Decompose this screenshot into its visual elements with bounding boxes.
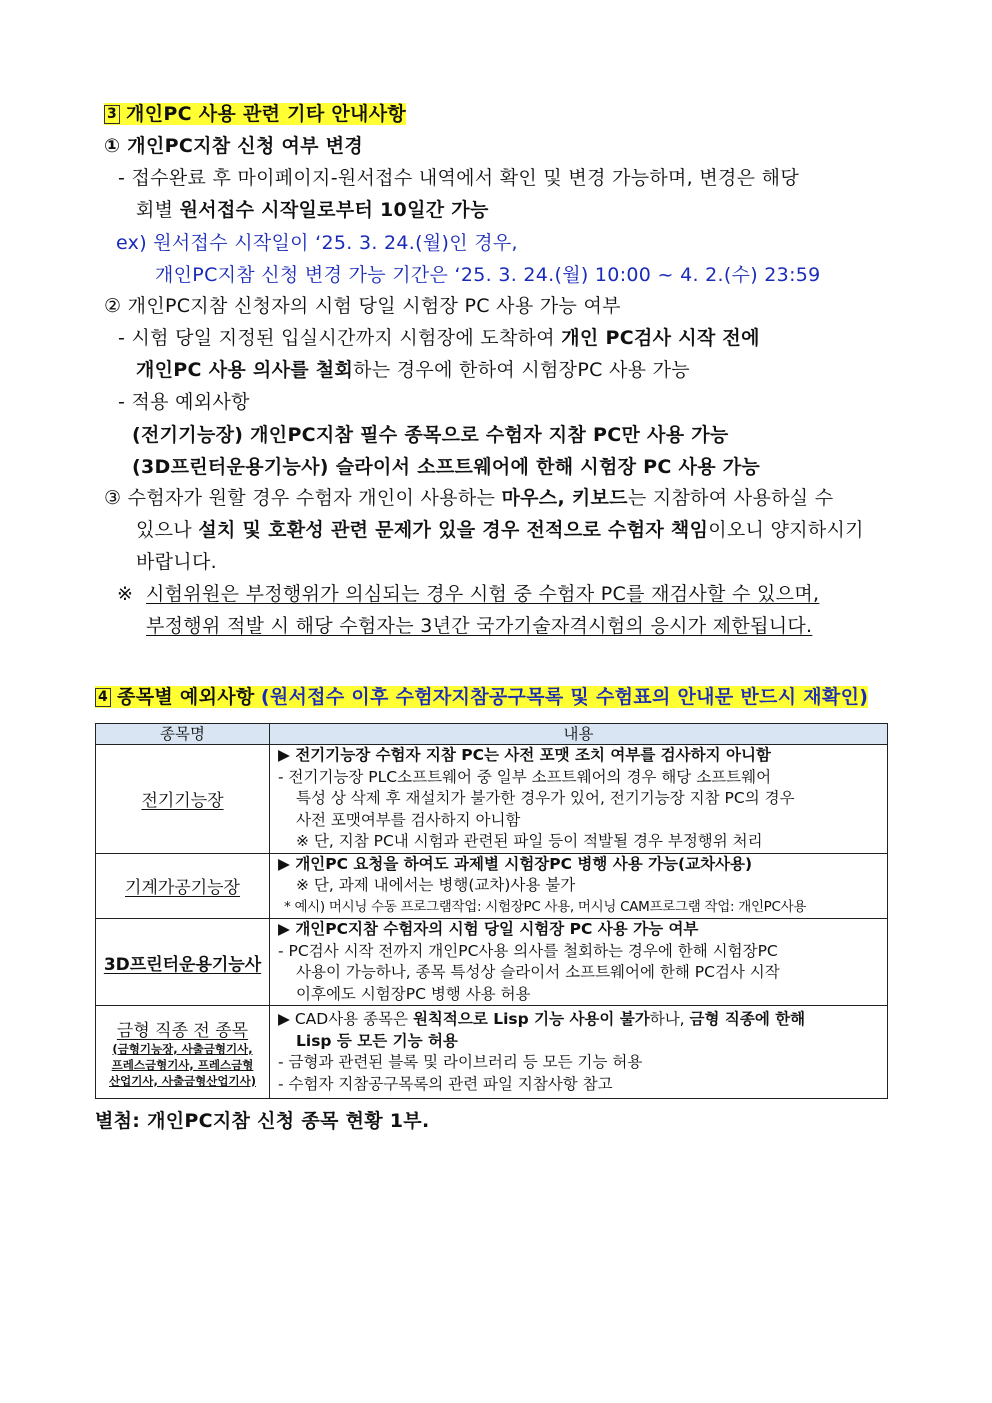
table-row [96, 919, 888, 1006]
row-name: 기계가공기능장 [125, 878, 240, 899]
row-name: 3D프린터운용기능사 [103, 954, 262, 975]
section3-number: 3 [104, 105, 120, 124]
row-content: ▶ 전기기능장 수험자 지참 PC는 사전 포맷 조치 여부를 검사하지 아니함 - 전기기능장 PLC소프트웨어 중 일부 소프트웨어의 경우 해당 소프트웨어 특성 상 삭제 후 재설치가 불가한 경우가 있어, 전기기능장 지참 PC의 경우 사전 포맷여부를 검사하지 아니함 ※ 단, 지참 PC내 시험과 관련된 파일 등이 적발될 경우 부정행위 처리 [270, 745, 888, 854]
attachment-note: 별첨: 개인PC지참 신청 종목 현황 1부. [95, 1110, 430, 1132]
item2-line3: - 적용 예외사항 [118, 391, 250, 413]
note-line2: 부정행위 적발 시 해당 수험자는 3년간 국가기술자격시험의 응시가 제한됩니다. [146, 615, 813, 637]
item2-exception2: (3D프린터운용기능사) 슬라이서 소프트웨어에 한해 시험장 PC 사용 가능 [132, 456, 761, 478]
section4-number: 4 [95, 688, 111, 707]
item1-line2: 회별 원서접수 시작일로부터 10일간 가능 [136, 199, 489, 221]
section4-subtitle: (원서접수 이후 수험자지참공구목록 및 수험표의 안내문 반드시 재확인) [260, 686, 869, 708]
item2-exception1: (전기기능장) 개인PC지참 필수 종목으로 수험자 지참 PC만 사용 가능 [132, 424, 729, 446]
table-row [96, 745, 888, 854]
note-line1: 시험위원은 부정행위가 의심되는 경우 시험 중 수험자 PC를 재검사할 수 있으며, [146, 583, 820, 605]
note-mark: ※ [117, 583, 134, 605]
item1-line1: - 접수완료 후 마이페이지-원서접수 내역에서 확인 및 변경 가능하며, 변경은 해당 [118, 167, 799, 189]
exceptions-table [95, 723, 888, 1099]
section3-title: 개인PC 사용 관련 기타 안내사항 [126, 103, 407, 125]
section4-heading [95, 684, 868, 710]
item2-line2: 개인PC 사용 의사를 철회하는 경우에 한하여 시험장PC 사용 가능 [136, 359, 690, 381]
section3-heading [104, 101, 406, 127]
item2-line1: - 시험 당일 지정된 입실시간까지 시험장에 도착하여 개인 PC검사 시작 전에 [118, 327, 760, 349]
header-content: 내용 [270, 724, 888, 745]
item1-example1: ex) 원서접수 시작일이 ‘25. 3. 24.(월)인 경우, [116, 232, 518, 254]
row-name: 금형 직종 전 종목 [116, 1020, 249, 1041]
row-name: 전기기능장 [141, 791, 224, 812]
header-item-name: 종목명 [96, 724, 270, 745]
row-content: ▶ 개인PC 요청을 하여도 과제별 시험장PC 병행 사용 가능(교차사용) ※ 단, 과제 내에서는 병행(교차)사용 불가 * 예시) 머시닝 수동 프로그램작업: 시험장PC 사용, 머시닝 CAM프로그램 작업: 개인PC사용 [270, 853, 888, 919]
row-content: ▶ 개인PC지참 수험자의 시험 당일 시험장 PC 사용 가능 여부 - PC검사 시작 전까지 개인PC사용 의사를 철회하는 경우에 한해 시험장PC 사용이 가능하나, 종목 특성상 슬라이서 소프트웨어에 한해 PC검사 시작 이후에도 시험장PC 병행 사용 허용 [270, 919, 888, 1006]
item2-title: ② 개인PC지참 신청자의 시험 당일 시험장 PC 사용 가능 여부 [104, 295, 621, 317]
item1-example2: 개인PC지참 신청 변경 가능 기간은 ‘25. 3. 24.(월) 10:00 ~ 4. 2.(수) 23:59 [155, 264, 821, 286]
item3-line3: 바랍니다. [136, 551, 217, 573]
item3-line2: 있으나 설치 및 호환성 관련 문제가 있을 경우 전적으로 수험자 책임이오니 양지하시기 [136, 519, 864, 541]
table-row [96, 853, 888, 919]
item3-line1: ③ 수험자가 원할 경우 수험자 개인이 사용하는 마우스, 키보드는 지참하여 사용하실 수 [104, 487, 834, 509]
table-header-row [96, 724, 888, 745]
table-row: 금형 직종 전 종목 (금형기능장, 사출금형기사, 프레스금형기사, 프레스금형 산업기사, 사출금형산업기사) ▶ CAD사용 종목은 원칙적으로 Lisp 기능 사용이 불가하나, 금형 직종에 한해 Lisp 등 모든 기능 허용 - 금형과 관련된 블록 및 라이브러리 등 모든 기능 허용 - 수험자 지참공구목록의 관련 파일 지참사항 참고 [96, 1006, 888, 1099]
row-content: ▶ CAD사용 종목은 원칙적으로 Lisp 기능 사용이 불가하나, 금형 직종에 한해 Lisp 등 모든 기능 허용 - 금형과 관련된 블록 및 라이브러리 등 모든 기능 허용 - 수험자 지참공구목록의 관련 파일 지참사항 참고 [270, 1006, 888, 1099]
section4-title: 종목별 예외사항 [117, 686, 255, 708]
item1-title: ① 개인PC지참 신청 여부 변경 [104, 135, 364, 157]
